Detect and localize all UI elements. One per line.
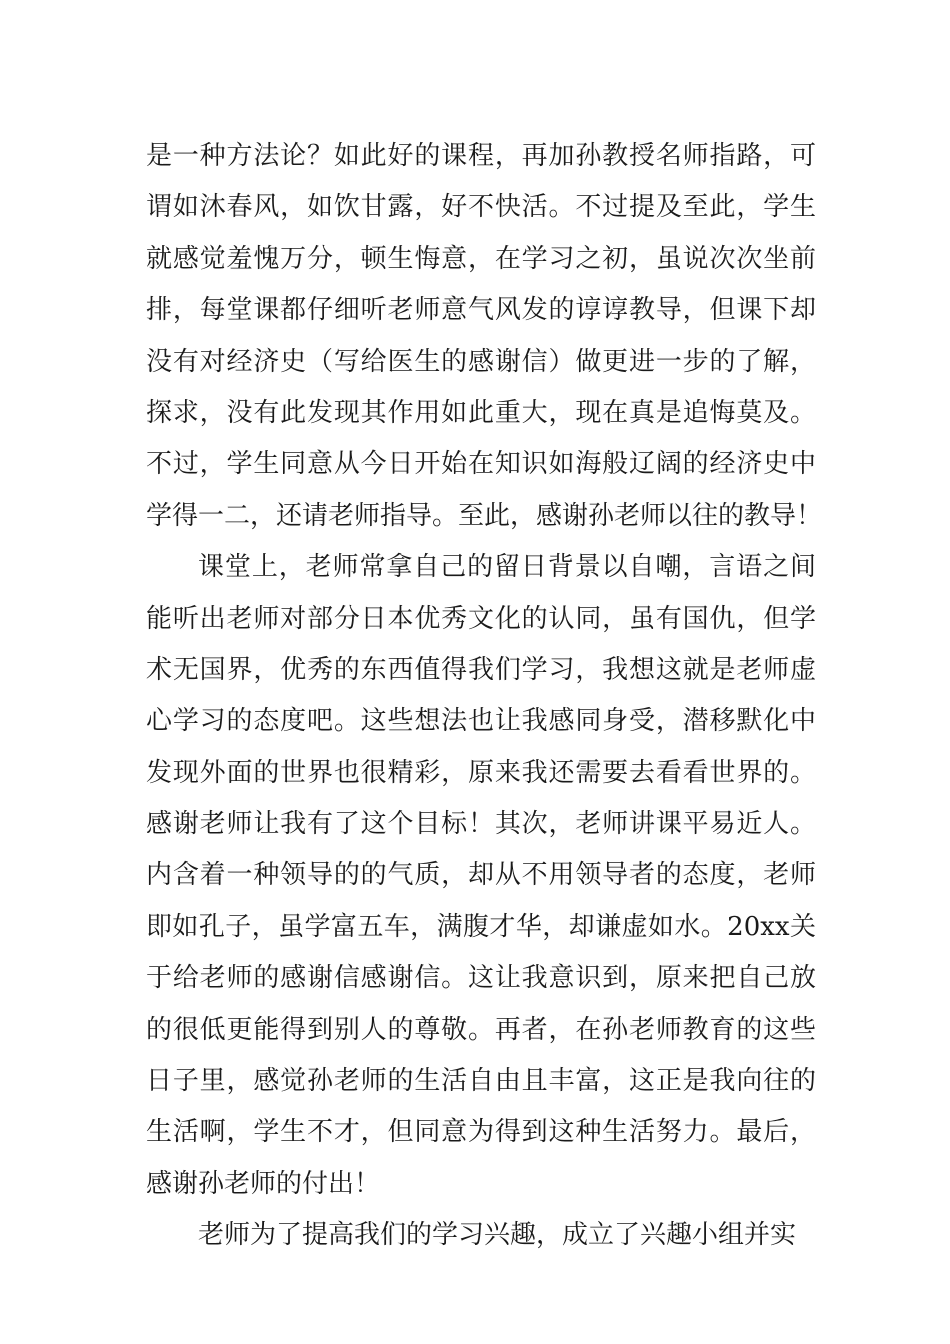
text-line: 心学习的态度吧。这些想法也让我感同身受，潜移默化中 <box>146 706 816 737</box>
text-line: 生活啊，学生不才，但同意为得到这种生活努力。最后， <box>146 1117 816 1148</box>
paragraph-end-line: 学得一二，还请老师指导。至此，感谢孙老师以往的教导！ <box>146 500 823 531</box>
letter-body <box>146 131 823 1262</box>
paragraph-start-line: 老师为了提高我们的学习兴趣，成立了兴趣小组并实 <box>198 1220 797 1251</box>
text-line: 内含着一种领导的的气质，却从不用领导者的态度，老师 <box>146 860 816 891</box>
text-line: 谓如沐春风，如饮甘露，好不快活。不过提及至此，学生 <box>146 192 816 223</box>
text-line: 术无国界，优秀的东西值得我们学习，我想这就是老师虚 <box>146 654 816 685</box>
text-line: 发现外面的世界也很精彩，原来我还需要去看看世界的。 <box>146 757 816 788</box>
text-line: 是一种方法论？如此好的课程，再加孙教授名师指路，可 <box>146 141 816 171</box>
text-line: 没有对经济史（写给医生的感谢信）做更进一步的了解， <box>146 346 816 377</box>
text-line: 探求，没有此发现其作用如此重大，现在真是追悔莫及。 <box>146 397 816 428</box>
paragraph-end-line: 感谢孙老师的付出！ <box>146 1168 381 1199</box>
text-line: 就感觉羞愧万分，顿生悔意，在学习之初，虽说次次坐前 <box>146 243 816 274</box>
text-line: 排，每堂课都仔细听老师意气风发的谆谆教导，但课下却 <box>146 295 816 326</box>
text-line: 的很低更能得到别人的尊敬。再者，在孙老师教育的这些 <box>146 1014 816 1045</box>
text-line: 能听出老师对部分日本优秀文化的认同，虽有国仇，但学 <box>146 603 816 634</box>
text-line: 日子里，感觉孙老师的生活自由且丰富，这正是我向往的 <box>146 1066 816 1097</box>
text-line: 即如孔子，虽学富五车，满腹才华，却谦虚如水。20xx关 <box>146 911 816 942</box>
paragraph-start-line: 课堂上，老师常拿自己的留日背景以自嘲，言语之间 <box>198 552 816 583</box>
text-line: 不过，学生同意从今日开始在知识如海般辽阔的经济史中 <box>146 449 816 480</box>
text-line: 于给老师的感谢信感谢信。这让我意识到，原来把自己放 <box>146 963 816 994</box>
text-line: 感谢老师让我有了这个目标！其次，老师讲课平易近人。 <box>146 809 816 840</box>
